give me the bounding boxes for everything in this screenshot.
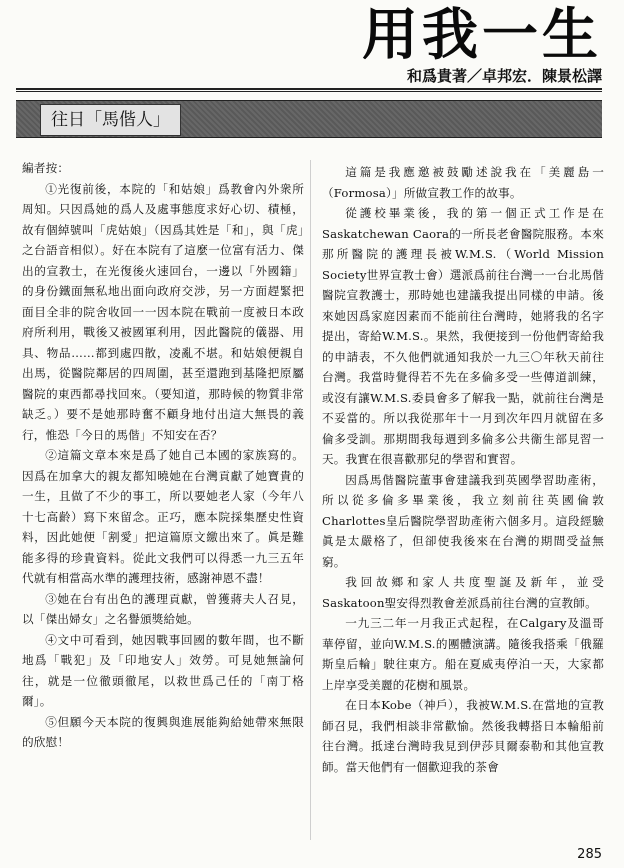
body-paragraph-1: 這篇是我應邀被鼓勵述說我在「美麗島一（Formosa）」所做宣教工作的故事。 xyxy=(322,165,604,200)
editor-note-1: ①光復前後，本院的「和姑娘」爲教會內外衆所周知。只因爲她的爲人及處事態度求好心切、積極，故有個綽號叫「虎姑娘」（因爲其姓是「和」，與「虎」之台語音相似）。好在本院有了這麼一位富有活力、傑出的宣教士，在光復後火速回台，一邊以「外國籍」的身份鐵面無私地出面向政府交涉，另一方面趕緊把面目全非的院舍收回一一因本院在戰前一度被日本政府所利用，戰後又被國軍利用，因此醫院的儀器、用具、物品……都到處四散，凌亂不堪。和姑娘便親自出馬，從醫院鄰居的四周圍，甚至還跑到基隆把原屬醫院的東西都尋找回來。（要知道，那時候的物質非常缺乏。）要不是她那時奮不顧身地付出這大無畏的義行，惟恐「今日的馬偕」不知安在否？ xyxy=(22,181,304,442)
section-banner xyxy=(16,100,602,138)
article-byline: 和爲貴著／卓邦宏．陳景松譯 xyxy=(406,67,602,85)
body-paragraph-4: 我回故鄉和家人共度聖誕及新年，並受Saskatoon聖安得烈教會差派爲前往台灣的宣教師。 xyxy=(322,575,604,610)
page-number: 285 xyxy=(577,847,602,862)
body-paragraph-5: 一九三二年一月我正式起程，在Calgary及溫哥華停留，並向W.M.S.的團體演講。隨後我搭乘「俄羅斯皇后輪」駛往東方。船在夏威夷停泊一天，大家都上岸享受美麗的花樹和風景。 xyxy=(322,616,604,692)
title-rule xyxy=(16,88,602,90)
title-rule-thin xyxy=(16,91,602,92)
editor-note-heading: 編者按： xyxy=(22,161,70,175)
column-divider xyxy=(310,160,311,840)
body-paragraph-2: 從護校畢業後，我的第一個正式工作是在Saskatchewan Caora的一所長老會醫院服務。本來那所醫院的護理長被W.M.S.（World Mission Society世界宣教士會）選派爲前往台灣一一台北馬偕醫院宣教護士，那時她也建議我提出同樣的申請。後來她因爲家庭因素而不能前往台灣時，她將我的名字提出，寄給W.M.S.。果然，我便接到一份他們寄給我的申請表，不久他們就通知我於一九三〇年秋天前往台灣。我當時覺得若不先在多倫多受一些傳道訓練，或沒有讓W.M.S.委員會多了解我一點，就前往台灣是不妥當的。所以我從那年十一月到次年四月就留在多倫多受訓。那期間我每週到多倫多公共衞生部見習一天。我實在很喜歡那兒的學習和實習。 xyxy=(322,206,604,466)
right-column xyxy=(322,162,604,852)
article-title: 用我一生 xyxy=(362,3,602,68)
editor-note-2: ②這篇文章本來是爲了她自己本國的家族寫的。因爲在加拿大的親友都知曉她在台灣貢獻了她寶貴的一生，且做了不少的事工，所以要她老人家（今年八十七高齡）寫下來留念。正巧，應本院採集歷史性資料，因此她便「割愛」把這篇原文繳出來了。眞是難能多得的珍貴資料。從此文我們可以得悉一九三五年代就有相當高水準的護理技術，感謝神恩不盡！ xyxy=(22,448,304,585)
editor-note-5: ⑤但願今天本院的復興與進展能夠給她帶來無限的欣慰！ xyxy=(22,714,304,749)
body-paragraph-6: 在日本Kobe（神戶），我被W.M.S.在當地的宣教師召見，我們相談非常歡愉。然後我轉搭日本輪船前往台灣。抵達台灣時我見到伊莎貝爾泰勒和其他宣教師。當天他們有一個歡迎我的茶會 xyxy=(322,698,604,774)
section-label: 往日「馬偕人」 xyxy=(40,104,181,136)
editor-note-4: ④文中可看到，她因戰事回國的數年間，也不斷地爲「戰犯」及「印地安人」效勞。可見她無論何往，就是一位徹頭徹尾，以救世爲己任的「南丁格爾」。 xyxy=(22,632,304,708)
left-column xyxy=(22,158,304,848)
editor-note-3: ③她在台有出色的護理貢獻，曾獲蔣夫人召見，以「傑出婦女」之名譽頒獎給她。 xyxy=(22,591,304,626)
body-paragraph-3: 因爲馬偕醫院董事會建議我到英國學習助產術，所以從多倫多畢業後，我立刻前往英國倫敦Charlottes皇后醫院學習助產術六個多月。這段經驗眞是太嚴格了，但卻使我後來在台灣的期間受益無窮。 xyxy=(322,472,604,569)
